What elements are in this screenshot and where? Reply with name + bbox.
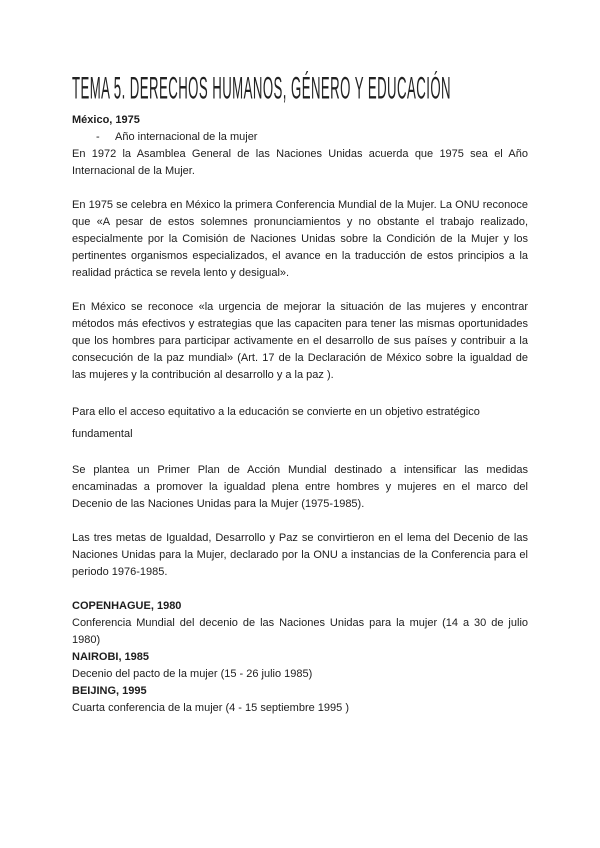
heading-copenhague-1980: COPENHAGUE, 1980 [72,600,182,612]
paragraph-mexico-declaration: En México se reconoce «la urgencia de mejorar la situación de las mujeres y encontrar métodos más efectivos y estrategias que las capaciten para tener las mismas oportunidades que los hombres para participar activamente en el desarrollo de sus países y contribuir a la consecución de la paz mundial» (Art. 17 de la Declaración de México sobre la igualdad de las mujeres y la contribución al desarrollo y a la paz ). [72,301,528,381]
paragraph-1972-assembly: En 1972 la Asamblea General de las Naciones Unidas acuerda que 1975 sea el Año Internacional de la Mujer. [72,148,528,177]
bullet-item [72,129,528,146]
heading-beijing-1995: BEIJING, 1995 [72,685,147,697]
heading-nairobi-1985: NAIROBI, 1985 [72,651,150,663]
event-body-beijing: Cuarta conferencia de la mujer (4 - 15 septiembre 1995 ) [72,702,349,714]
paragraph-three-goals: Las tres metas de Igualdad, Desarrollo y Paz se convirtieron en el lema del Decenio de las Naciones Unidas para la Mujer, declarado por la ONU a instancias de la Conferencia para el periodo 1976-1985. [72,532,528,578]
document-title-text: TEMA 5. DERECHOS HUMANOS, GÉNERO Y EDUCACIÓN [72,71,452,106]
paragraph-action-plan: Se plantea un Primer Plan de Acción Mundial destinado a intensificar las medidas encaminadas a promover la igualdad plena entre hombres y mujeres en el marco del Decenio de las Naciones Unidas para la Mujer (1975-1985). [72,464,528,510]
heading-mexico-1975: México, 1975 [72,114,140,126]
bullet-text: Año internacional de la mujer [115,131,258,143]
document-title [72,70,528,106]
event-body-copenhague: Conferencia Mundial del decenio de las Naciones Unidas para la mujer (14 a 30 de julio 1980) [72,617,528,646]
paragraph-equitable-access: Para ello el acceso equitativo a la educación se convierte en un objetivo estratégico fundamental [72,406,480,440]
bullet-marker: - [96,131,100,143]
event-body-nairobi: Decenio del pacto de la mujer (15 - 26 julio 1985) [72,668,313,680]
paragraph-1975-conference: En 1975 se celebra en México la primera Conferencia Mundial de la Mujer. La ONU reconoce que «A pesar de estos solemnes pronunciamientos y no obstante el trabajo realizado, especialmente por la Comisión de Naciones Unidas sobre la Condición de la Mujer y los pertinentes organismos especializados, el avance en la traducción de estos principios a la realidad práctica se revela lento y desigual». [72,199,528,279]
